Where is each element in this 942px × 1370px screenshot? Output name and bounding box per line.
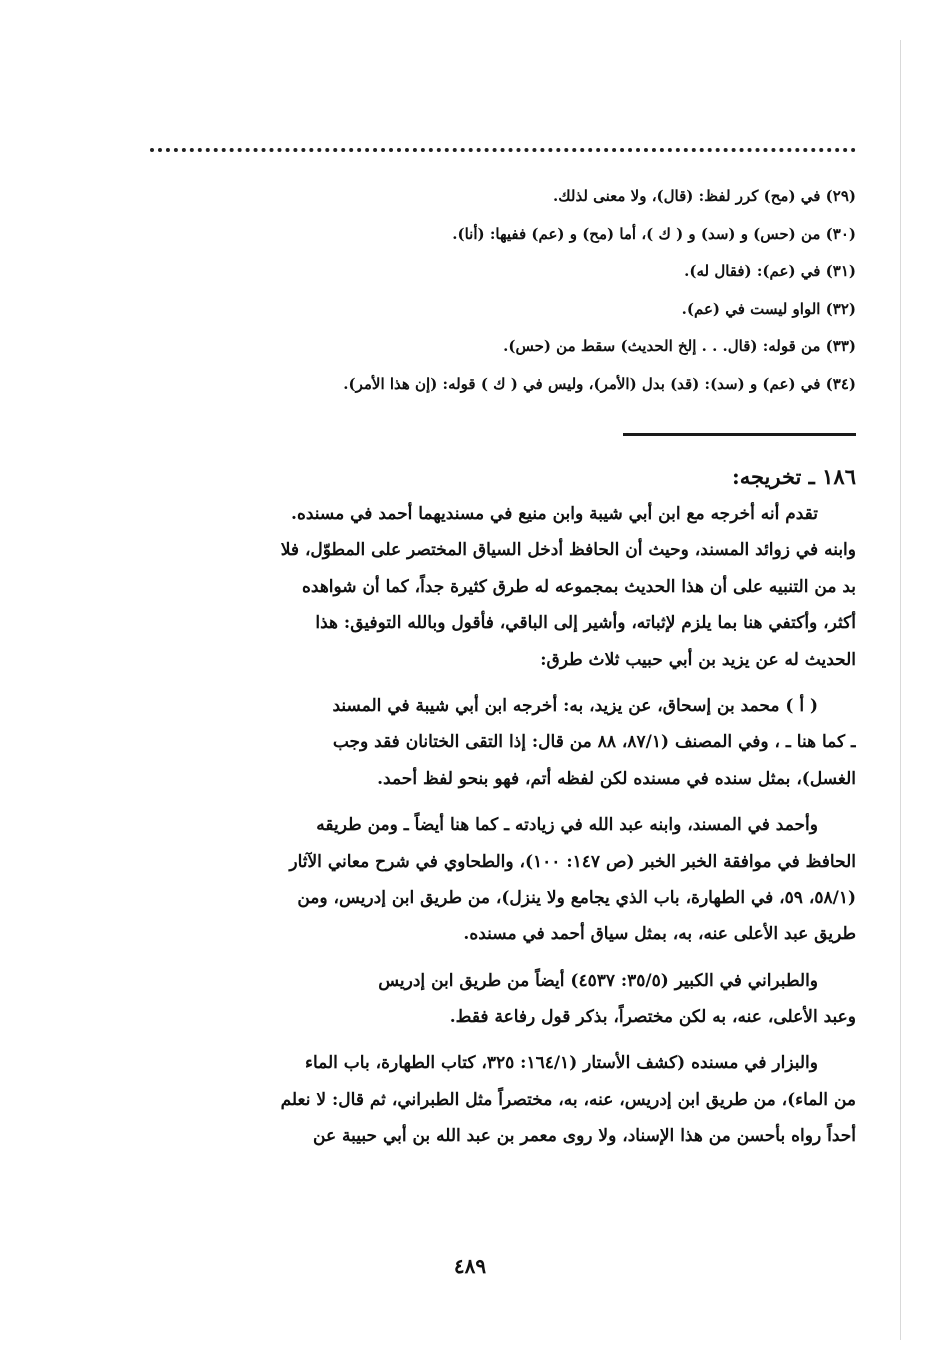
body-line: تقدم أنه أخرجه مع ابن أبي شيبة وابن منيع في مسنديهما أحمد في مسنده. [291,504,818,524]
footnotes-block [140,178,856,403]
footnote-32: (٣٢) الواو ليست في (عم). [681,299,856,318]
section-separator-rule [623,433,856,436]
body-line: (٥٨/١، ٥٩، في الطهارة، باب الذي يجامع ولا ينزل)، من طريق ابن إدريس، ومن [297,887,856,908]
footnote-dotted-separator [150,148,856,152]
footnote-31: (٣١) في (عم): (فقال له). [684,262,856,280]
body-line: من الماء)، من طريق ابن إدريس، عنه، به، مختصراً مثل الطبراني، ثم قال: لا نعلم [280,1089,856,1110]
body-line: وعبد الأعلى، عنه، به لكن مختصراً، بذكر قول رفاعة فقط. [449,1007,856,1028]
body-line: وأحمد في المسند، وابنه عبد الله في زيادته ـ كما هنا أيضاً ـ ومن طريقه [316,815,818,836]
body-line: ( أ ) محمد بن إسحاق، عن يزيد، به: أخرجه ابن أبي شيبة في المسند [332,695,818,716]
footnote-33: (٣٣) من قوله: (قال. . . إلخ الحديث) سقط من (حس). [503,337,856,355]
body-line: الغسل)، بمثل سنده في مسنده لكن لفظه أتم، فهو بنحو لفظ أحمد. [377,768,856,789]
body-line: طريق عبد الأعلى عنه، به، بمثل سياق أحمد في مسنده. [463,924,856,945]
body-line: بد من التنبيه على أن هذا الحديث بمجموعه له طرق كثيرة جداً، كما أن شواهده [301,576,856,597]
body-line: الحديث له عن يزيد بن أبي حبيب ثلاث طرق: [540,649,856,670]
paragraph [128,496,856,678]
section-heading: ١٨٦ ـ تخريجه: [731,464,856,489]
body-line: والطبراني في الكبير (٣٥/٥: ٤٥٣٧) أيضاً من طريق ابن إدريس [378,970,818,991]
page-number: ٤٨٩ [453,1254,487,1278]
paragraph [128,1045,856,1154]
body-line: أحداً رواه بأحسن من هذا الإسناد، ولا روى معمر بن عبد الله بن أبي حبيبة عن [313,1126,856,1147]
footnote-29: (٢٩) في (مح) كرر لفظ: (قال)، ولا معنى لذلك. [553,187,856,205]
body-line: وابنه في زوائد المسند، وحيث أن الحافظ أدخل السياق المختصر على المطوّل، فلا [280,540,856,561]
body-text [128,496,856,1155]
footnote-30: (٣٠) من (حس) و (سد) و ( ك )، أما (مح) و (عم) ففيها: (أنا). [452,224,856,243]
paragraph [128,963,856,1036]
body-line: والبزار في مسنده (كشف الأستار (١٦٤/١: ٣٢٥، كتاب الطهارة، باب الماء [304,1053,818,1074]
page-edge-rule [900,40,901,1340]
body-line: ـ كما هنا ـ ، وفي المصنف (٨٧/١، ٨٨ من قال: إذا التقى الختانان فقد وجب [332,732,856,753]
paragraph [128,688,856,797]
body-line: الحافظ في موافقة الخبر الخبر (ص ١٤٧: ١٠٠)، والطحاوي في شرح معاني الآثار [289,851,856,872]
paragraph [128,807,856,953]
body-line: أكثر، وأكتفي هنا بما يلزم لإثباته، وأشير إلى الباقي، فأقول وبالله التوفيق: هذا [315,613,856,634]
footnote-34: (٣٤) في (عم) و (سد): (قد) بدل (الأمر)، وليس في ( ك ) قوله: (إن هذا الأمر). [343,374,856,393]
